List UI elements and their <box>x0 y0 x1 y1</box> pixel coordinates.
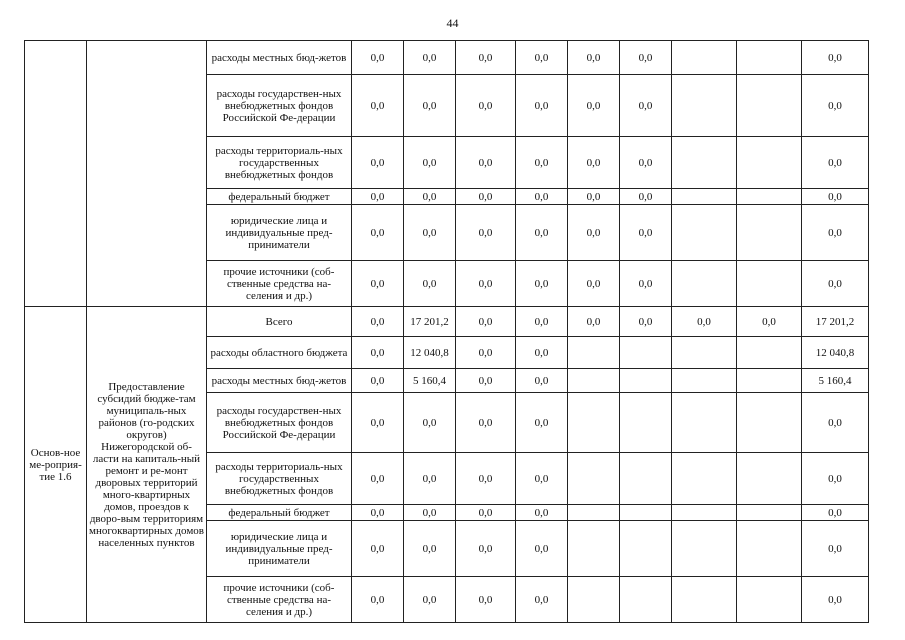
value-cell <box>737 521 802 577</box>
value-cell: 0,0 <box>456 505 516 521</box>
value-cell: 0,0 <box>456 453 516 505</box>
value-cell <box>672 505 737 521</box>
value-cell: 0,0 <box>516 577 568 623</box>
value-cell <box>737 577 802 623</box>
value-cell <box>672 189 737 205</box>
value-cell: 0,0 <box>404 189 456 205</box>
value-cell <box>737 189 802 205</box>
value-cell: 17 201,2 <box>404 307 456 337</box>
total-cell: 0,0 <box>802 205 869 261</box>
value-cell: 0,0 <box>352 505 404 521</box>
value-cell: 0,0 <box>568 261 620 307</box>
value-cell: 0,0 <box>404 521 456 577</box>
value-cell <box>620 577 672 623</box>
value-cell: 0,0 <box>352 75 404 137</box>
value-cell <box>672 577 737 623</box>
total-cell: 0,0 <box>802 261 869 307</box>
value-cell: 0,0 <box>352 307 404 337</box>
value-cell: 0,0 <box>352 337 404 369</box>
value-cell <box>568 577 620 623</box>
total-cell: 5 160,4 <box>802 369 869 393</box>
value-cell: 0,0 <box>456 41 516 75</box>
total-cell: 0,0 <box>802 521 869 577</box>
funding-source-cell: федеральный бюджет <box>207 505 352 521</box>
value-cell <box>672 521 737 577</box>
value-cell: 0,0 <box>516 521 568 577</box>
value-cell <box>620 369 672 393</box>
value-cell: 5 160,4 <box>404 369 456 393</box>
value-cell: 0,0 <box>620 41 672 75</box>
value-cell <box>672 75 737 137</box>
value-cell <box>620 337 672 369</box>
value-cell <box>620 393 672 453</box>
value-cell: 0,0 <box>516 75 568 137</box>
value-cell: 0,0 <box>404 137 456 189</box>
value-cell: 0,0 <box>352 189 404 205</box>
value-cell: 0,0 <box>404 41 456 75</box>
value-cell: 0,0 <box>516 337 568 369</box>
value-cell: 0,0 <box>456 261 516 307</box>
value-cell <box>737 393 802 453</box>
value-cell: 0,0 <box>672 307 737 337</box>
value-cell: 0,0 <box>352 137 404 189</box>
value-cell <box>737 453 802 505</box>
value-cell <box>620 505 672 521</box>
value-cell <box>568 369 620 393</box>
value-cell: 0,0 <box>352 205 404 261</box>
value-cell: 0,0 <box>620 261 672 307</box>
value-cell: 0,0 <box>352 521 404 577</box>
value-cell: 0,0 <box>568 137 620 189</box>
value-cell: 0,0 <box>404 205 456 261</box>
value-cell: 0,0 <box>456 189 516 205</box>
page-number: 44 <box>446 16 459 30</box>
value-cell: 0,0 <box>568 41 620 75</box>
funding-source-cell: юридические лица и индивидуальные пред-приниматели <box>207 521 352 577</box>
value-cell <box>672 205 737 261</box>
value-cell: 0,0 <box>516 205 568 261</box>
value-cell: 0,0 <box>352 41 404 75</box>
value-cell <box>672 261 737 307</box>
total-cell: 0,0 <box>802 505 869 521</box>
value-cell: 12 040,8 <box>404 337 456 369</box>
total-cell: 0,0 <box>802 75 869 137</box>
funding-source-cell: расходы областного бюджета <box>207 337 352 369</box>
total-cell: 0,0 <box>802 453 869 505</box>
funding-source-cell: расходы государствен-ных внебюджетных фондов Российской Фе-дерации <box>207 393 352 453</box>
total-cell: 0,0 <box>802 577 869 623</box>
budget-table <box>24 40 869 623</box>
value-cell: 0,0 <box>404 393 456 453</box>
value-cell <box>568 453 620 505</box>
funding-source-cell: прочие источники (соб-ственные средства на-селения и др.) <box>207 577 352 623</box>
value-cell: 0,0 <box>516 393 568 453</box>
value-cell: 0,0 <box>352 261 404 307</box>
value-cell <box>568 521 620 577</box>
value-cell: 0,0 <box>516 453 568 505</box>
value-cell: 0,0 <box>516 137 568 189</box>
funding-source-cell: расходы местных бюд-жетов <box>207 41 352 75</box>
total-cell: 0,0 <box>802 393 869 453</box>
value-cell: 0,0 <box>404 453 456 505</box>
table-row <box>25 41 869 75</box>
value-cell: 0,0 <box>568 75 620 137</box>
value-cell: 0,0 <box>352 453 404 505</box>
value-cell <box>737 75 802 137</box>
value-cell: 0,0 <box>404 75 456 137</box>
value-cell <box>620 521 672 577</box>
value-cell: 0,0 <box>456 205 516 261</box>
funding-source-cell: юридические лица и индивидуальные пред-приниматели <box>207 205 352 261</box>
value-cell <box>672 337 737 369</box>
value-cell <box>672 453 737 505</box>
funding-source-cell: расходы территориаль-ных государственных внебюджетных фондов <box>207 137 352 189</box>
measure-cell: Основ-ное ме-роприя-тие 1.6 <box>25 307 87 623</box>
value-cell: 0,0 <box>456 337 516 369</box>
funding-source-cell: прочие источники (соб-ственные средства на-селения и др.) <box>207 261 352 307</box>
value-cell: 0,0 <box>568 307 620 337</box>
value-cell <box>737 261 802 307</box>
value-cell <box>737 137 802 189</box>
table-row <box>25 307 869 337</box>
value-cell <box>568 505 620 521</box>
value-cell: 0,0 <box>352 369 404 393</box>
value-cell: 0,0 <box>516 369 568 393</box>
value-cell <box>737 337 802 369</box>
value-cell: 0,0 <box>516 261 568 307</box>
funding-source-cell: расходы местных бюд-жетов <box>207 369 352 393</box>
description-cell <box>87 41 207 307</box>
value-cell: 0,0 <box>456 137 516 189</box>
value-cell <box>620 453 672 505</box>
value-cell: 0,0 <box>456 393 516 453</box>
value-cell: 0,0 <box>620 189 672 205</box>
value-cell: 0,0 <box>620 137 672 189</box>
value-cell <box>737 369 802 393</box>
value-cell: 0,0 <box>568 189 620 205</box>
funding-source-cell: Всего <box>207 307 352 337</box>
value-cell <box>737 505 802 521</box>
value-cell <box>568 337 620 369</box>
value-cell: 0,0 <box>456 307 516 337</box>
value-cell <box>737 205 802 261</box>
value-cell: 0,0 <box>620 205 672 261</box>
funding-source-cell: федеральный бюджет <box>207 189 352 205</box>
value-cell <box>672 137 737 189</box>
value-cell: 0,0 <box>404 261 456 307</box>
total-cell: 12 040,8 <box>802 337 869 369</box>
table-body <box>25 41 869 623</box>
funding-source-cell: расходы государствен-ных внебюджетных фондов Российской Фе-дерации <box>207 75 352 137</box>
value-cell: 0,0 <box>620 75 672 137</box>
funding-source-cell: расходы территориаль-ных государственных внебюджетных фондов <box>207 453 352 505</box>
description-cell: Предоставление субсидий бюдже-там муниципаль-ных районов (го-родских округов) Нижегородской об-ласти на капиталь-ный ремонт и ре-монт дворовых территорий много-квартирных домов, проездов к дворо-вым территориям многоквартирных домов населенных пунктов <box>87 307 207 623</box>
value-cell: 0,0 <box>737 307 802 337</box>
value-cell: 0,0 <box>456 521 516 577</box>
total-cell: 0,0 <box>802 137 869 189</box>
value-cell: 0,0 <box>516 41 568 75</box>
total-cell: 17 201,2 <box>802 307 869 337</box>
value-cell: 0,0 <box>620 307 672 337</box>
value-cell: 0,0 <box>404 577 456 623</box>
total-cell: 0,0 <box>802 41 869 75</box>
value-cell: 0,0 <box>516 189 568 205</box>
value-cell: 0,0 <box>404 505 456 521</box>
value-cell: 0,0 <box>352 577 404 623</box>
value-cell: 0,0 <box>516 505 568 521</box>
value-cell <box>737 41 802 75</box>
value-cell: 0,0 <box>456 75 516 137</box>
value-cell: 0,0 <box>568 205 620 261</box>
value-cell: 0,0 <box>352 393 404 453</box>
value-cell <box>672 41 737 75</box>
value-cell: 0,0 <box>456 369 516 393</box>
value-cell <box>672 393 737 453</box>
value-cell: 0,0 <box>456 577 516 623</box>
value-cell <box>672 369 737 393</box>
measure-cell <box>25 41 87 307</box>
value-cell <box>568 393 620 453</box>
total-cell: 0,0 <box>802 189 869 205</box>
value-cell: 0,0 <box>516 307 568 337</box>
